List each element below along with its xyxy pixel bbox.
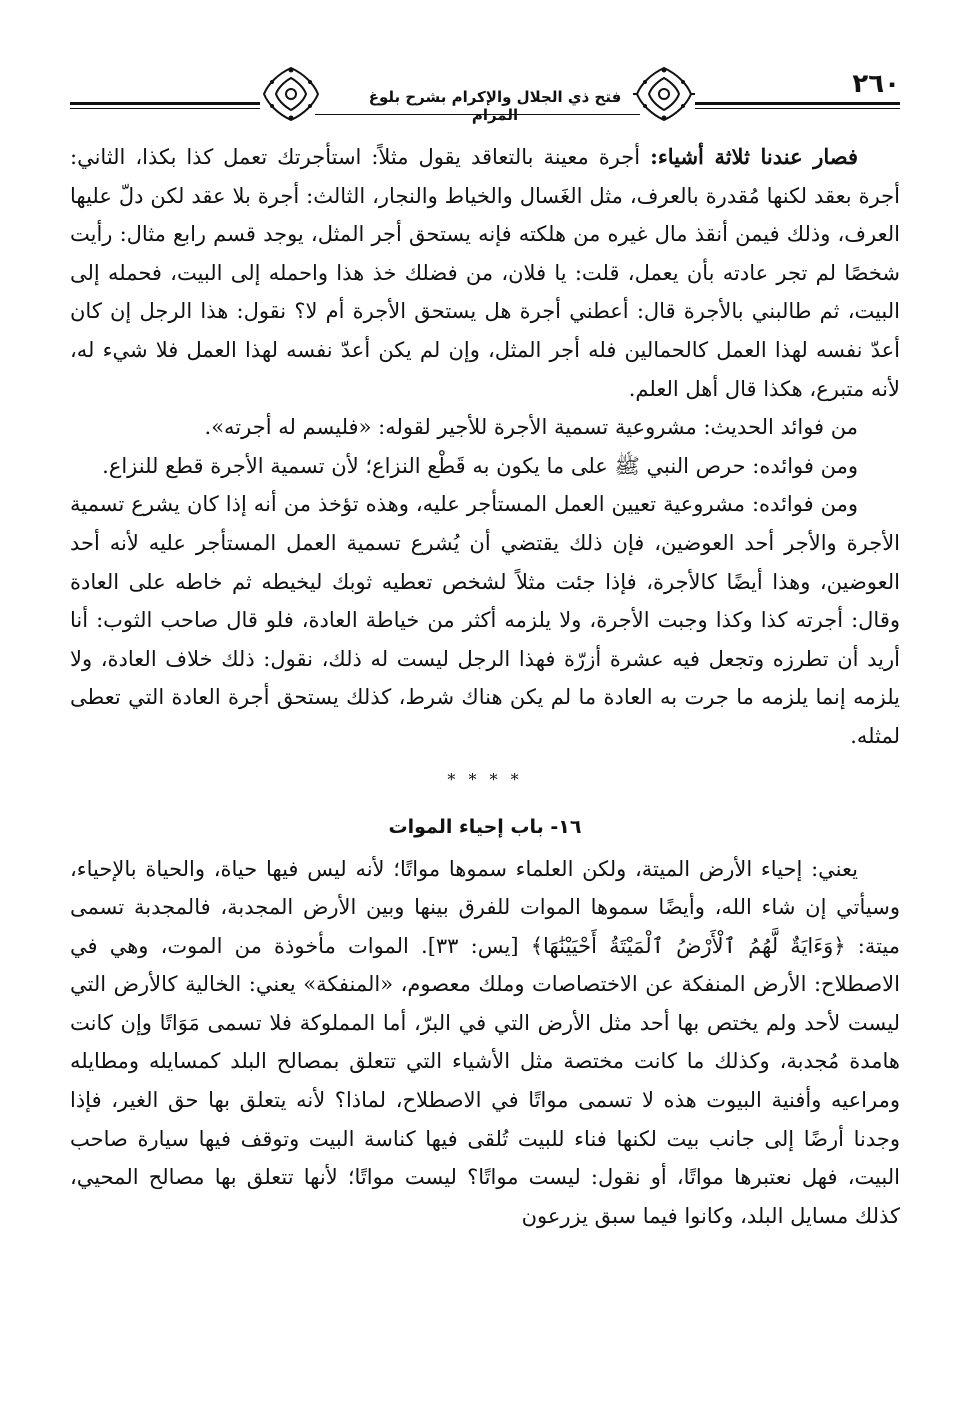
section-separator: * * * * — [447, 769, 523, 789]
ornament-right-icon — [633, 64, 695, 124]
page-header — [70, 62, 900, 128]
paragraph — [70, 850, 900, 1236]
paragraph — [70, 447, 900, 486]
header-rule — [70, 108, 260, 109]
paragraph-text: ومن فوائده: حرص النبي ﷺ على ما يكون به قَطْع النزاع؛ لأن تسمية الأجرة قطع للنزاع. — [102, 453, 858, 478]
chapter-heading: ١٦- باب إحياء الموات — [388, 815, 582, 838]
paragraph-text: ومن فوائده: مشروعية تعيين العمل المستأجر عليه، وهذه تؤخذ من أنه إذا كان يشرع تسمية الأجرة والأجر أحد العوضين، فإن ذلك يقتضي أن يُشرع تسمية العمل المستأجر عليه لأنه أحد العوضين، وهذا أيضًا كالأجرة، فإذا جئت مثلاً لشخص تعطيه ثوبك ليخيطه ثم خاطه على العادة وقال: أجرته كذا وكذا وجبت الأجرة، ولا يلزمه أكثر من خياطة العادة، فلو قال صاحب الثوب: أنا أريد أن تطرزه وتجعل فيه عشرة أزرّة فهذا الرجل ليست له ذلك، نقول: ذلك خلاف العادة، ولا يلزمه إنما يلزمه ما جرت به العادة ما لم يكن هناك شرط، كذلك يستحق أجرة العادة التي تعطى لمثله. — [70, 492, 900, 748]
paragraph-lead: فصار عندنا ثلاثة أشياء: — [650, 144, 858, 169]
paragraph — [70, 408, 900, 447]
paragraph-text: أجرة معينة بالتعاقد يقول مثلاً: استأجرتك تعمل كذا بكذا، الثاني: أجرة بعقد لكنها مُقدرة بالعرف، مثل الغَسال والخياط والنجار، الثالث: أجرة بلا عقد لكن دلّ عليها العرف، وذلك فيمن أنقذ مال غيره من هلكته فإنه يستحق أجر المثل، يوجد قسم رابع مثال: رأيت شخصًا لم تجر عادته بأن يعمل، قلت: يا فلان، من فضلك خذ هذا واحمله إلى البيت، فحمله إلى البيت، ثم طالبني بالأجرة قال: أعطني أجرة هل يستحق الأجرة أم لا؟ نقول: هذا الرجل إن كان أعدّ نفسه لهذا العمل كالحمالين فله أجر المثل، وإن لم يكن أعدّ نفسه لهذا العمل فلا شيء له، لأنه متبرع، هكذا قال أهل العلم. — [70, 145, 900, 401]
ornament-left-icon — [260, 64, 322, 124]
page-number: ٢٦٠ — [852, 69, 900, 99]
page-content — [70, 138, 900, 1235]
paragraph-text: يعني: إحياء الأرض الميتة، ولكن العلماء سموها مواتًا؛ لأنه ليس فيها حياة، والحياة بالإحياء، وسيأتي إن شاء الله، وأيضًا سموها الموات للفرق بينها وبين الأرض المجدبة، فالمجدبة تسمى ميتة: ﴿وَءَايَةٌ لَّهُمُ ٱلْأَرْضُ ٱلْمَيْتَةُ أَحْيَيْنَٰهَا﴾ [يس: ٣٣]. الموات مأخوذة من الموت، وهي في الاصطلاح: الأرض المنفكة عن الاختصاصات وملك معصوم، «المنفكة» يعني: الخالية كالأرض التي ليست لأحد ولم يختص بها أحد مثل الأرض التي في البرّ، أما المملوكة فلا تسمى مَوَاتًا وإن كانت هامدة مُجدبة، وكذلك ما كانت مختصة مثل الأشياء التي تتعلق بمصالح البلد كمسايله ومطايله ومراعيه وأفنية البيوت هذه لا تسمى مواتًا في الاصطلاح، لماذا؟ لأنه يتعلق بها حق الغير، فإذا وجدنا أرضًا إلى جانب بيت لكنها فناء للبيت تُلقى فيها كناسة البيت وتوقف فيها سيارة صاحب البيت، فهل نعتبرها مواتًا، أو نقول: ليست مواتًا؟ ليست مواتًا؛ لأنها تتعلق بها مصالح المحيي، كذلك مسايل البلد، وكانوا فيما سبق يزرعون — [70, 856, 901, 1228]
paragraph — [70, 485, 900, 755]
header-rule — [70, 102, 260, 105]
paragraph-text: من فوائد الحديث: مشروعية تسمية الأجرة للأجير لقوله: «فليسم له أجرته». — [204, 415, 858, 440]
header-rule — [695, 102, 900, 105]
header-rule — [695, 108, 900, 109]
running-title: فتح ذي الجلال والإكرام بشرح بلوغ المرام — [368, 88, 622, 124]
paragraph — [70, 138, 900, 408]
